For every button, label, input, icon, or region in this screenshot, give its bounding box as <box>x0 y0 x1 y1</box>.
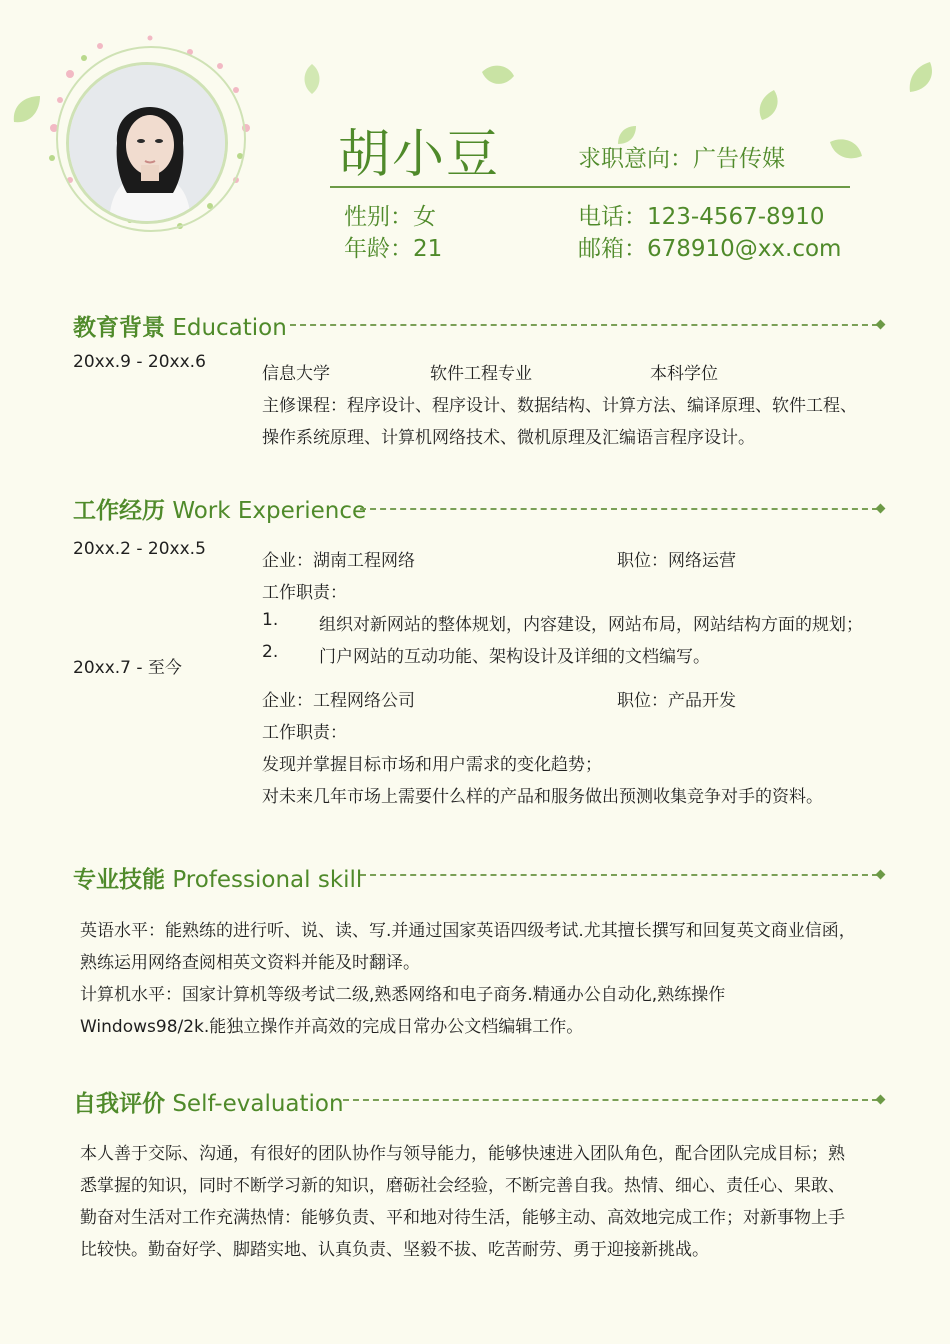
section-divider <box>290 324 878 326</box>
job-duty: 门户网站的互动功能、架构设计及详细的文档编写。 <box>319 647 710 667</box>
portrait-image <box>69 65 228 224</box>
duty-number: 1. <box>262 610 279 630</box>
job-duty: 发现并掌握目标市场和用户需求的变化趋势； <box>262 755 602 775</box>
leaf-decoration <box>828 136 864 162</box>
section-divider <box>360 508 878 510</box>
leaf-decoration <box>480 62 516 88</box>
section-divider <box>343 1099 878 1101</box>
self-evaluation-text: 比较快。勤奋好学、脚踏实地、认真负责、坚毅不拔、吃苦耐劳、勇于迎接新挑战。 <box>80 1240 709 1260</box>
self-evaluation-text: 悉掌握的知识，同时不断学习新的知识，磨砺社会经验，不断完善自我。热情、细心、责任心、果敢、 <box>80 1176 845 1196</box>
divider-diamond <box>876 1095 886 1105</box>
divider-diamond <box>876 870 886 880</box>
divider-diamond <box>876 320 886 330</box>
candidate-name: 胡小豆 <box>338 125 501 185</box>
divider-diamond <box>876 504 886 514</box>
education-courses: 操作系统原理、计算机网络技术、微机原理及汇编语言程序设计。 <box>262 428 755 448</box>
job-position: 职位：网络运营 <box>617 551 736 571</box>
skills-text: 计算机水平：国家计算机等级考试二级,熟悉网络和电子商务.精通办公自动化,熟练操作 <box>80 985 726 1005</box>
job-period: 20xx.2 - 20xx.5 <box>73 539 206 559</box>
self-evaluation-text: 本人善于交际、沟通，有很好的团队协作与领导能力，能够快速进入团队角色，配合团队完成目标；熟 <box>80 1144 845 1164</box>
age: 年龄：21 <box>344 236 443 262</box>
gender: 性别：女 <box>344 204 436 230</box>
leaf-decoration <box>10 92 44 126</box>
education-courses: 主修课程：程序设计、程序设计、数据结构、计算方法、编译原理、软件工程、 <box>262 396 857 416</box>
duty-number: 2. <box>262 642 279 662</box>
skills-text: 英语水平：能熟练的进行听、说、读、写.并通过国家英语四级考试.尤其擅长撰写和回复英文商业信函， <box>80 921 856 941</box>
leaf-decoration <box>756 88 782 122</box>
job-duty: 组织对新网站的整体规划，内容建设，网站布局，网站结构方面的规划； <box>319 615 863 635</box>
section-title-skills: 专业技能 Professional skill <box>73 867 363 893</box>
section-title-work: 工作经历 Work Experience <box>73 498 367 524</box>
education-period: 20xx.9 - 20xx.6 <box>73 352 206 372</box>
job-duty: 对未来几年市场上需要什么样的产品和服务做出预测收集竞争对手的资料。 <box>262 787 823 807</box>
education-major: 软件工程专业 <box>430 364 532 384</box>
education-school: 信息大学 <box>262 364 330 384</box>
phone: 电话：123-4567-8910 <box>578 204 825 230</box>
section-divider <box>360 874 878 876</box>
job-company: 企业：湖南工程网络 <box>262 551 415 571</box>
section-title-self-evaluation: 自我评价 Self-evaluation <box>73 1091 344 1117</box>
leaf-decoration <box>300 62 324 96</box>
job-duties-label: 工作职责： <box>262 723 347 743</box>
avatar <box>66 62 228 224</box>
self-evaluation-text: 勤奋对生活对工作充满热情：能够负责、平和地对待生活，能够主动、高效地完成工作；对新事物上手 <box>80 1208 845 1228</box>
header-divider <box>330 186 850 188</box>
job-position: 职位：产品开发 <box>617 691 736 711</box>
leaf-decoration <box>906 60 936 94</box>
skills-text: Windows98/2k.能独立操作并高效的完成日常办公文档编辑工作。 <box>80 1017 584 1037</box>
skills-text: 熟练运用网络查阅相英文资料并能及时翻译。 <box>80 953 420 973</box>
job-duties-label: 工作职责： <box>262 583 347 603</box>
job-intent: 求职意向：广告传媒 <box>578 146 785 172</box>
section-title-education: 教育背景 Education <box>73 315 287 341</box>
job-period: 20xx.7 - 至今 <box>73 658 182 678</box>
email: 邮箱：678910@xx.com <box>578 236 842 262</box>
education-degree: 本科学位 <box>650 364 718 384</box>
job-company: 企业：工程网络公司 <box>262 691 415 711</box>
